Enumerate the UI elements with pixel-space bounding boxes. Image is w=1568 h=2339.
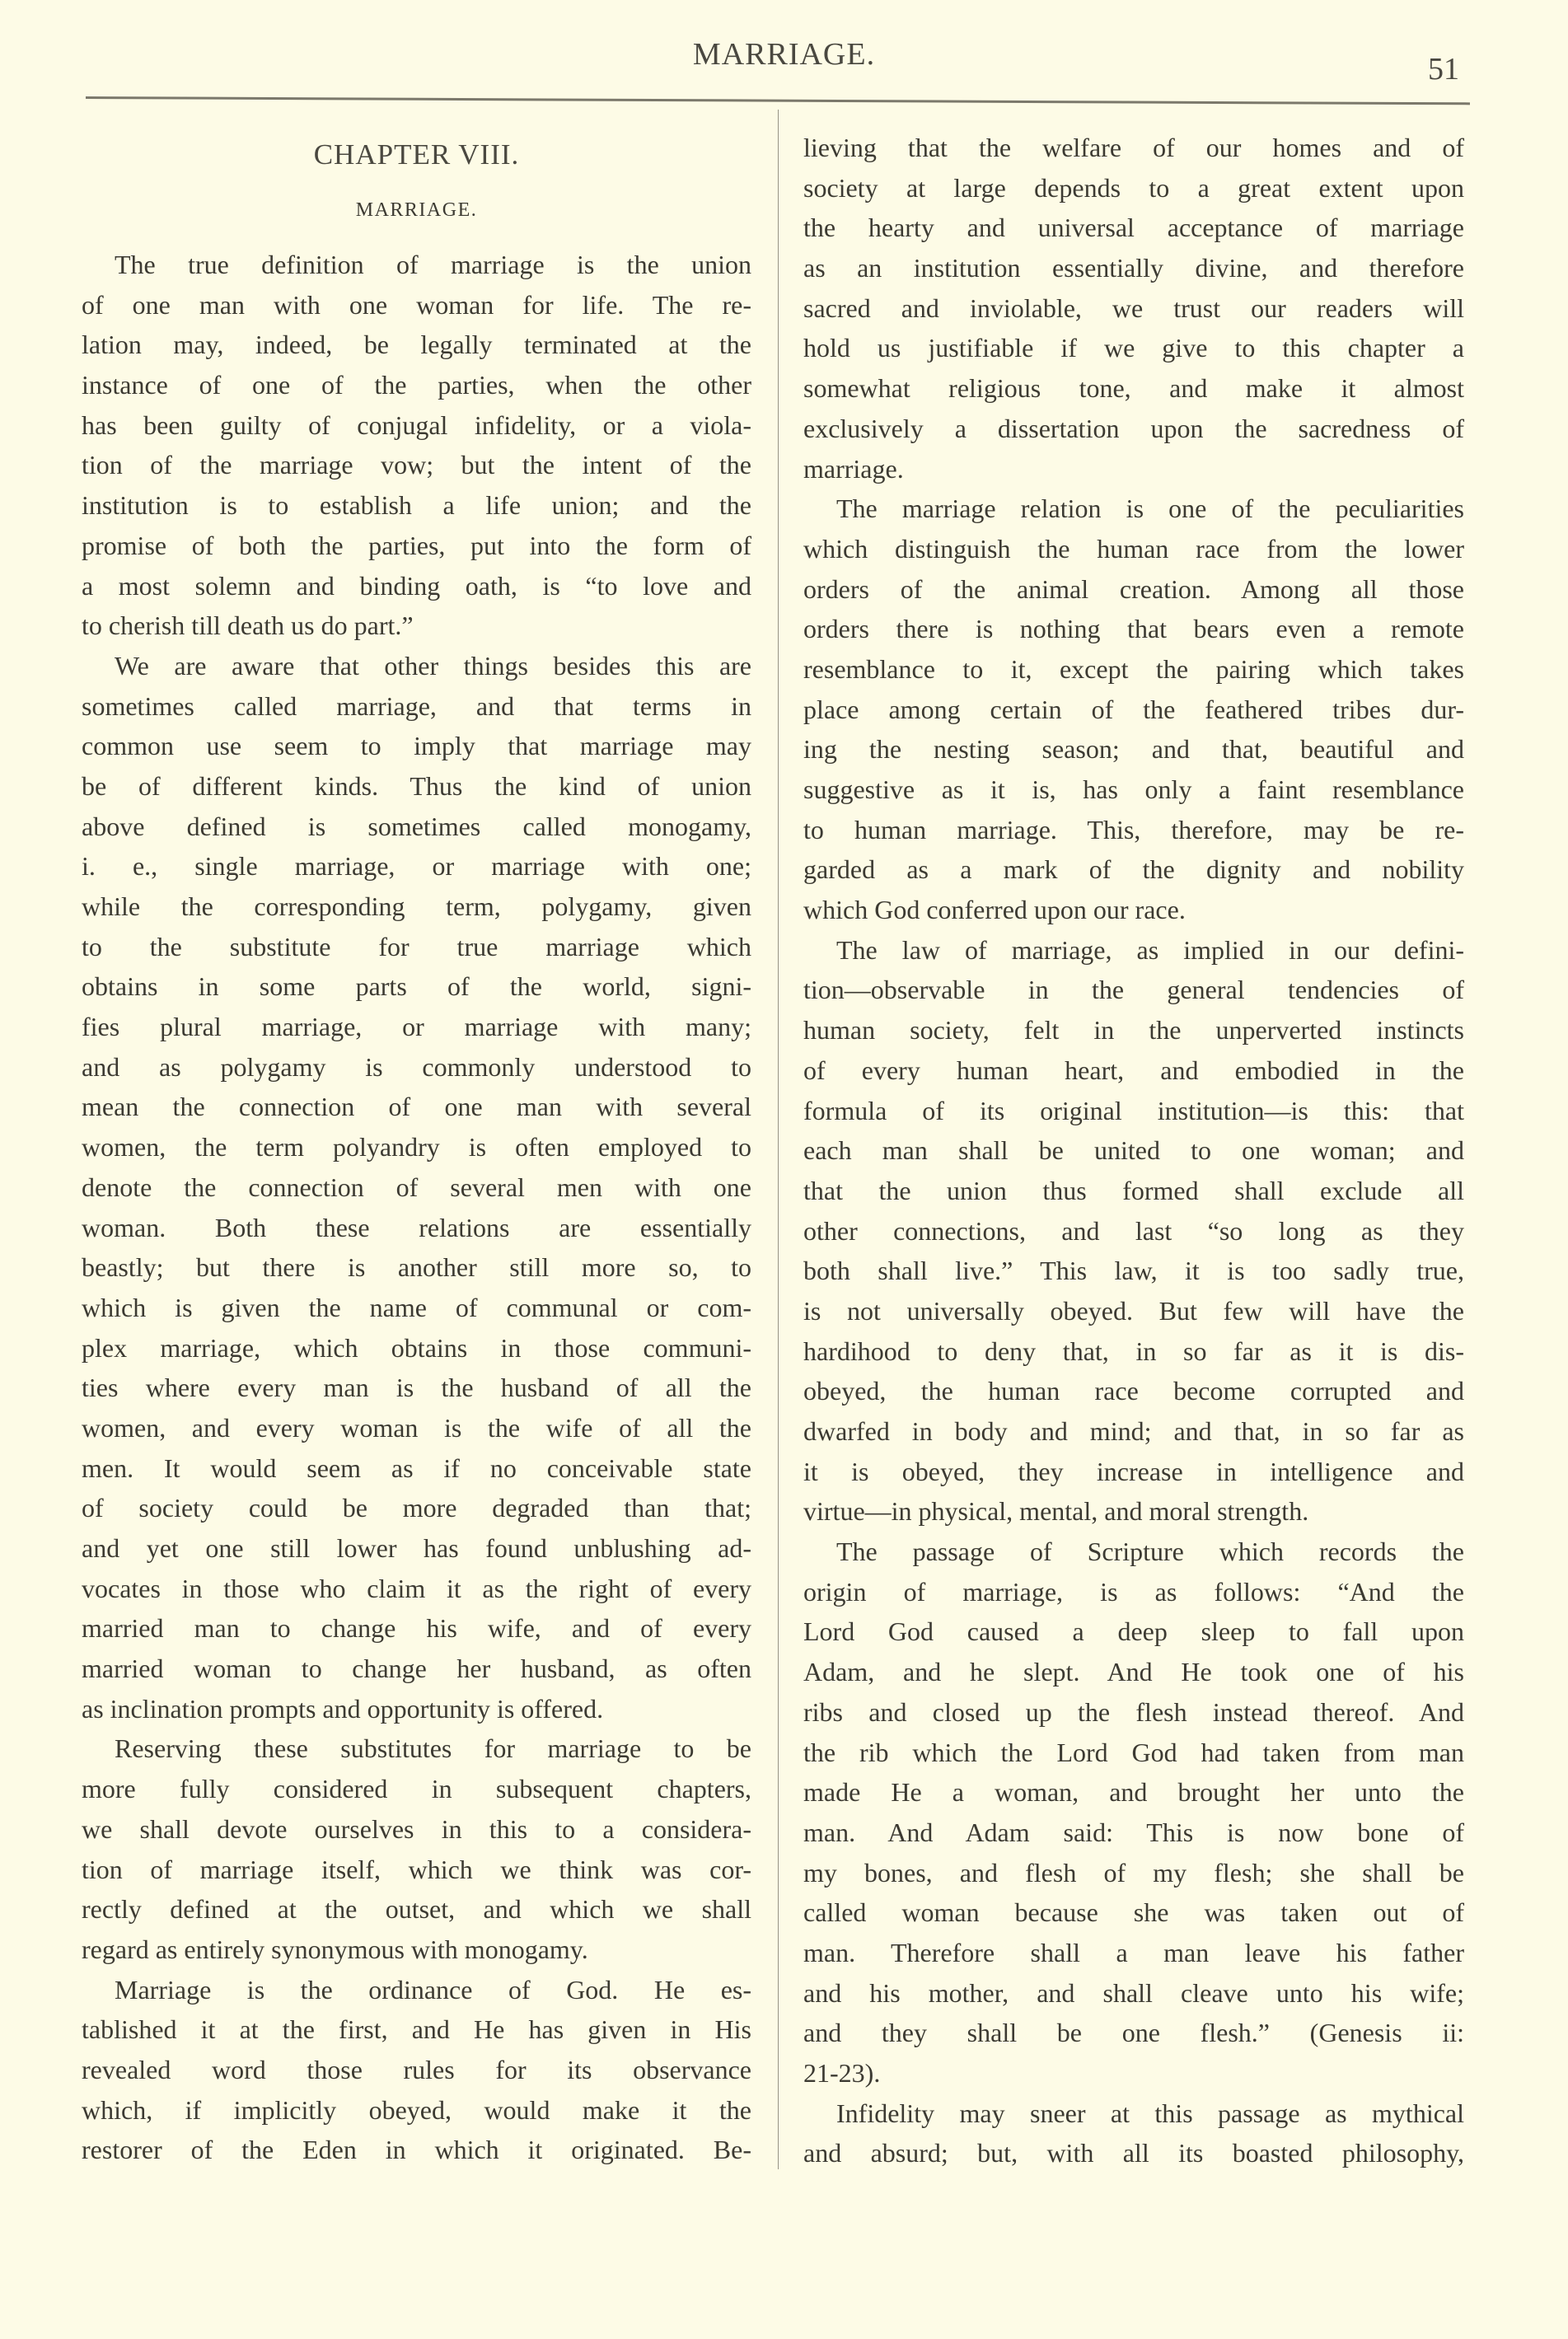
text-line: rectly defined at the outset, and which we shall [82, 1894, 751, 1925]
text-line: Adam, and he slept. And He took one of his [803, 1657, 1464, 1687]
text-line: garded as a mark of the dignity and nobility [803, 854, 1464, 885]
text-line: orders of the animal creation. Among all those [803, 573, 1464, 604]
text-line: promise of both the parties, put into the form of [82, 530, 751, 560]
text-line: and they shall be one flesh.” (Genesis ii: [803, 2018, 1464, 2048]
text-line: Lord God caused a deep sleep to fall upon [803, 1616, 1464, 1647]
text-line: called woman because she was taken out of [803, 1897, 1464, 1928]
text-line: man. Therefore shall a man leave his father [803, 1937, 1464, 1967]
text-line: and as polygamy is commonly understood to [82, 1051, 751, 1082]
text-line: hardihood to deny that, in so far as it is dis- [803, 1336, 1464, 1366]
text-line: more fully considered in subsequent chapters, [82, 1774, 751, 1804]
text-line: which is given the name of communal or com- [82, 1292, 751, 1322]
running-title: MARRIAGE. [692, 37, 876, 72]
text-line: The law of marriage, as implied in our defini- [836, 934, 1464, 965]
text-line: that the union thus formed shall exclude all [803, 1175, 1464, 1205]
text-line: both shall live.” This law, it is too sadly true, [803, 1256, 1464, 1286]
text-line: of every human heart, and embodied in the [803, 1055, 1464, 1085]
text-line: ribs and closed up the flesh instead thereof. And [803, 1696, 1464, 1727]
text-line: and yet one still lower has found unblushing ad- [82, 1533, 751, 1563]
text-line: as an institution essentially divine, and therefore [803, 253, 1464, 283]
text-line: we shall devote ourselves in this to a considera- [82, 1813, 751, 1844]
text-line: which distinguish the human race from the lower [803, 533, 1464, 564]
text-line: institution is to establish a life union; and the [82, 490, 751, 521]
text-line: a most solemn and binding oath, is “to love and [82, 570, 751, 601]
text-line: exclusively a dissertation upon the sacredness of [803, 413, 1464, 443]
text-line: each man shall be united to one woman; and [803, 1135, 1464, 1166]
text-line: sacred and inviolable, we trust our readers will [803, 292, 1464, 323]
text-line: and his mother, and shall cleave unto his wife; [803, 1977, 1464, 2008]
text-line: while the corresponding term, polygamy, given [82, 891, 751, 921]
text-line: resemblance to it, except the pairing which takes [803, 653, 1464, 684]
text-line: lieving that the welfare of our homes and of [803, 133, 1464, 162]
text-line: to the substitute for true marriage which [82, 931, 751, 961]
text-line: tablished it at the first, and He has given in His [82, 2014, 751, 2045]
text-line: be of different kinds. Thus the kind of union [82, 770, 751, 801]
text-line: tion of marriage itself, which we think was cor- [82, 1854, 751, 1884]
text-line: beastly; but there is another still more so, to [82, 1252, 751, 1283]
text-line: men. It would seem as if no conceivable state [82, 1453, 751, 1483]
text-line: of society could be more degraded than that; [82, 1493, 751, 1523]
text-line: Reserving these substitutes for marriage to be [115, 1733, 751, 1764]
column-divider [778, 110, 779, 2169]
text-line: 21-23). [803, 2058, 881, 2088]
text-line: vocates in those who claim it as the right of every [82, 1573, 751, 1603]
text-line: regard as entirely synonymous with monogamy. [82, 1934, 588, 1964]
text-line: mean the connection of one man with several [82, 1092, 751, 1122]
text-line: revealed word those rules for its observance [82, 2054, 751, 2084]
text-line: instance of one of the parties, when the other [82, 370, 751, 400]
text-line: has been guilty of conjugal infidelity, or a viola- [82, 409, 751, 440]
page-number: 51 [1428, 52, 1459, 87]
text-line: common use seem to imply that marriage may [82, 731, 751, 761]
chapter-title: CHAPTER VIII. [313, 138, 520, 171]
text-line: ties where every man is the husband of all the [82, 1373, 751, 1403]
text-line: The passage of Scripture which records the [836, 1537, 1464, 1567]
text-line: virtue—in physical, mental, and moral strength. [803, 1496, 1309, 1527]
text-line: fies plural marriage, or marriage with many; [82, 1012, 751, 1042]
text-line: Marriage is the ordinance of God. He es- [115, 1974, 751, 2005]
text-line: The true definition of marriage is the union [115, 250, 751, 279]
text-line: tion of the marriage vow; but the intent of the [82, 450, 751, 480]
text-line: which God conferred upon our race. [803, 895, 1186, 925]
text-line: and absurd; but, with all its boasted philosophy, [803, 2138, 1464, 2168]
text-line: denote the connection of several men with one [82, 1172, 751, 1202]
text-line: somewhat religious tone, and make it almost [803, 373, 1464, 404]
text-line: which, if implicitly obeyed, would make it the [82, 2094, 751, 2125]
text-line: The marriage relation is one of the peculiarities [836, 494, 1464, 524]
text-line: hold us justifiable if we give to this chapter a [803, 333, 1464, 363]
text-line: to cherish till death us do part.” [82, 610, 414, 641]
text-line: sometimes called marriage, and that terms in [82, 690, 751, 721]
text-line: woman. Both these relations are essentially [82, 1212, 751, 1242]
text-line: is not universally obeyed. But few will have the [803, 1295, 1464, 1326]
text-line: marriage. [803, 453, 904, 484]
text-line: made He a woman, and brought her unto the [803, 1777, 1464, 1808]
text-line: of one man with one woman for life. The re- [82, 289, 751, 320]
text-line: suggestive as it is, has only a faint resemblance [803, 774, 1464, 804]
text-line: women, the term polyandry is often employed to [82, 1132, 751, 1162]
left-column-text [82, 245, 751, 2170]
text-line: it is obeyed, they increase in intelligence and [803, 1456, 1464, 1486]
text-line: my bones, and flesh of my flesh; she shall be [803, 1857, 1464, 1888]
text-line: origin of marriage, is as follows: “And the [803, 1576, 1464, 1607]
text-line: tion—observable in the general tendencies of [803, 975, 1464, 1005]
text-line: i. e., single marriage, or marriage with one; [82, 851, 751, 882]
text-line: orders there is nothing that bears even a remote [803, 614, 1464, 644]
header-rule [86, 96, 1470, 105]
text-line: married woman to change her husband, as often [82, 1654, 751, 1684]
text-line: married man to change his wife, and of every [82, 1613, 751, 1644]
text-line: restorer of the Eden in which it originated. Be- [82, 2135, 751, 2165]
text-line: society at large depends to a great extent upon [803, 172, 1464, 203]
text-line: obtains in some parts of the world, signi- [82, 971, 751, 1002]
text-line: other connections, and last “so long as they [803, 1215, 1464, 1246]
chapter-subtitle: MARRIAGE. [355, 199, 478, 221]
text-line: to human marriage. This, therefore, may be re- [803, 814, 1464, 844]
text-line: man. And Adam said: This is now bone of [803, 1817, 1464, 1847]
text-line: the rib which the Lord God had taken from man [803, 1737, 1464, 1767]
text-line: women, and every woman is the wife of all the [82, 1412, 751, 1443]
text-line: obeyed, the human race become corrupted and [803, 1376, 1464, 1406]
right-column-text [803, 128, 1464, 2173]
text-line: above defined is sometimes called monogamy, [82, 811, 751, 841]
text-line: as inclination prompts and opportunity is offered. [82, 1693, 604, 1724]
text-line: ing the nesting season; and that, beautiful and [803, 734, 1464, 765]
text-line: the hearty and universal acceptance of marriage [803, 213, 1464, 243]
text-line: lation may, indeed, be legally terminated at the [82, 330, 751, 360]
text-line: formula of its original institution—is this: that [803, 1095, 1464, 1125]
text-line: plex marriage, which obtains in those communi- [82, 1332, 751, 1363]
text-line: place among certain of the feathered tribes dur- [803, 694, 1464, 724]
text-line: human society, felt in the unperverted instincts [803, 1015, 1464, 1046]
text-line: We are aware that other things besides this are [115, 650, 751, 681]
text-line: dwarfed in body and mind; and that, in so far as [803, 1416, 1464, 1446]
text-line: Infidelity may sneer at this passage as mythical [836, 2098, 1464, 2128]
